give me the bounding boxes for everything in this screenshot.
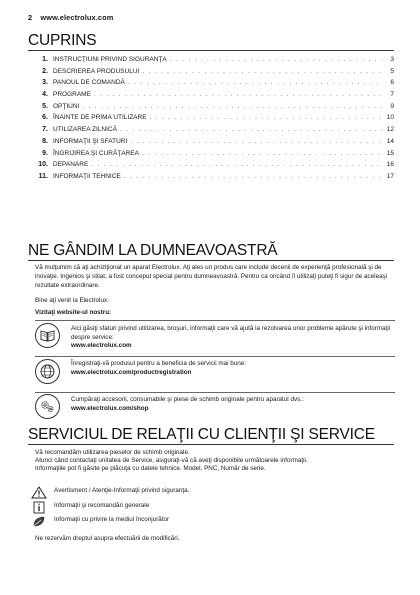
toc-item[interactable] <box>37 79 394 91</box>
toc-item-label: ÎNGRIJIREA ŞI CURĂŢAREA <box>53 149 139 157</box>
toc-item-number: 7. <box>42 126 48 134</box>
toc-leader-dots <box>170 56 383 63</box>
toc-item[interactable] <box>37 114 394 126</box>
toc-item[interactable] <box>37 173 394 185</box>
toc-item-number: 4. <box>42 91 48 99</box>
toc-item-page: 10 <box>386 114 394 122</box>
toc-item[interactable] <box>37 138 394 150</box>
toc-item-number: 1. <box>42 56 48 63</box>
toc-leader-dots <box>82 103 383 110</box>
toc-item-page: 3 <box>390 56 394 63</box>
legend-info-text: Informaţii şi recomandări generale <box>54 502 150 509</box>
toc-title: CUPRINS <box>28 32 97 49</box>
toc-leader-dots <box>91 161 383 168</box>
service-title-rule <box>28 444 394 445</box>
toc-item-label: ÎNAINTE DE PRIMA UTILIZARE <box>53 114 147 122</box>
toc-item-page: 16 <box>386 161 394 169</box>
toc-item-label: UTILIZAREA ZILNICĂ <box>53 126 117 134</box>
toc-item[interactable] <box>37 68 394 80</box>
page-number: 2 <box>28 13 33 22</box>
thinking-of-you-title: NE GÂNDIM LA DUMNEAVOASTRĂ <box>28 242 278 259</box>
toc-item-page: 6 <box>390 79 394 87</box>
toc-item-page: 14 <box>386 137 394 145</box>
service-para-1: Vă recomandăm utilizarea pieselor de schimb originale. <box>35 449 190 456</box>
toc-item-page: 12 <box>386 126 394 134</box>
shop-text: Cumpăraţi accesorii, consumabile şi piese de schimb originale pentru aparatul dvs.: <box>71 396 304 403</box>
toc-item[interactable] <box>37 126 394 138</box>
toc-item[interactable] <box>37 56 394 68</box>
toc-item-page: 7 <box>390 91 394 99</box>
service-para-3: Informaţiile pot fi găsite pe plăcuţa cu datele tehnice. Model, PNC, Număr de serie. <box>35 465 266 472</box>
thinking-intro: Vă mulţumim că aţi achiziţionat un aparat Electrolux. Aţi ales un produs care include decenii de experienţă profesională şi de inovaţie. Ingenios şi stilat, a fost conceput special pentru dumneavoastră. Pentru ca oricând îl utilizaţi puteţi fi sigur de aceleaşi rezultate extraordinare. <box>35 264 388 289</box>
shop-link[interactable]: www.electrolux.com/shop <box>71 404 149 412</box>
toc-item-number: 11. <box>38 172 48 180</box>
toc-title-rule <box>28 50 394 51</box>
visit-website-label: Vizitaţi website-ul nostru: <box>35 309 112 316</box>
row-divider <box>35 320 395 321</box>
support-link[interactable]: www.electrolux.com <box>71 342 132 350</box>
toc-leader-dots <box>142 150 383 157</box>
toc-item-number: 8. <box>42 137 48 145</box>
legend-environment-text: Informaţii cu privire la mediul înconjurător <box>54 516 170 523</box>
toc-leader-dots <box>150 114 383 121</box>
toc-leader-dots <box>142 68 383 75</box>
toc-item-number: 10. <box>38 161 48 169</box>
toc-item[interactable] <box>37 91 394 103</box>
leaf-icon <box>31 515 47 528</box>
book-icon <box>35 323 60 348</box>
toc-leader-dots <box>128 79 383 86</box>
page-header <box>28 13 113 22</box>
globe-icon <box>35 359 60 384</box>
toc-leader-dots <box>120 126 383 133</box>
toc-leader-dots <box>124 173 383 180</box>
toc-item-number: 5. <box>42 102 48 110</box>
support-text: Aici găsiţi sfaturi privind utilizarea, broşuri, informaţii care vă ajută la rezolvarea unor probleme apărute şi informaţii despre service: <box>71 325 391 341</box>
toc-leader-dots <box>94 91 383 98</box>
toc-item-page: 5 <box>390 67 394 75</box>
toc-item[interactable] <box>37 150 394 162</box>
toc-item-label: DEPANARE <box>53 161 89 169</box>
toc-item-label: DESCRIEREA PRODUSULUI <box>53 67 140 75</box>
toc-item-page: 9 <box>390 102 394 110</box>
toc-item-label: INFORMAŢII TEHNICE <box>53 172 121 180</box>
toc-item-number: 3. <box>42 79 48 87</box>
thinking-title-rule <box>28 260 394 261</box>
toc-item[interactable] <box>37 103 394 115</box>
toc-item[interactable] <box>37 161 394 173</box>
legend-warning-text: Avertisment / Atenţie-Informaţii privind siguranţa. <box>54 487 190 494</box>
info-row-support <box>35 323 395 353</box>
service-para-2: Atunci când contactaţi unitatea de Service, asiguraţi-vă că aveţi disponibile următoarele informaţii. <box>35 457 308 464</box>
info-row-registration <box>35 359 395 389</box>
toc-item-label: OPŢIUNI <box>53 102 80 110</box>
toc-leader-dots <box>130 138 383 145</box>
toc-item-label: INSTRUCŢIUNI PRIVIND SIGURANŢA <box>53 56 167 63</box>
toc-item-page: 17 <box>386 172 394 180</box>
gears-icon <box>35 394 60 419</box>
table-of-contents <box>37 56 394 185</box>
toc-item-number: 6. <box>42 114 48 122</box>
registration-text: Înregistraţi-vă produsul pentru a beneficia de servicii mai bune: <box>71 360 247 367</box>
toc-item-label: PANOUL DE COMANDĂ <box>53 79 125 87</box>
toc-item-page: 15 <box>386 149 394 157</box>
registration-link[interactable]: www.electrolux.com/productregistration <box>71 368 192 376</box>
row-divider <box>35 356 395 357</box>
row-divider <box>35 392 395 393</box>
info-icon <box>31 501 47 514</box>
welcome-text: Bine aţi venit la Electrolux. <box>35 297 109 304</box>
info-row-shop <box>35 394 395 424</box>
toc-item-label: PROGRAME <box>53 91 91 99</box>
customer-service-title: SERVICIUL DE RELAŢII CU CLIENŢII ŞI SERVICE <box>28 426 375 443</box>
toc-item-number: 9. <box>42 149 48 157</box>
warning-icon <box>31 486 47 499</box>
toc-item-label: INFORMAŢII ŞI SFATURI <box>53 137 128 145</box>
toc-item-number: 2. <box>42 67 48 75</box>
disclaimer-text: Ne rezervăm dreptul asupra efectuării de modificări. <box>35 535 180 542</box>
header-website[interactable]: www.electrolux.com <box>40 13 114 22</box>
